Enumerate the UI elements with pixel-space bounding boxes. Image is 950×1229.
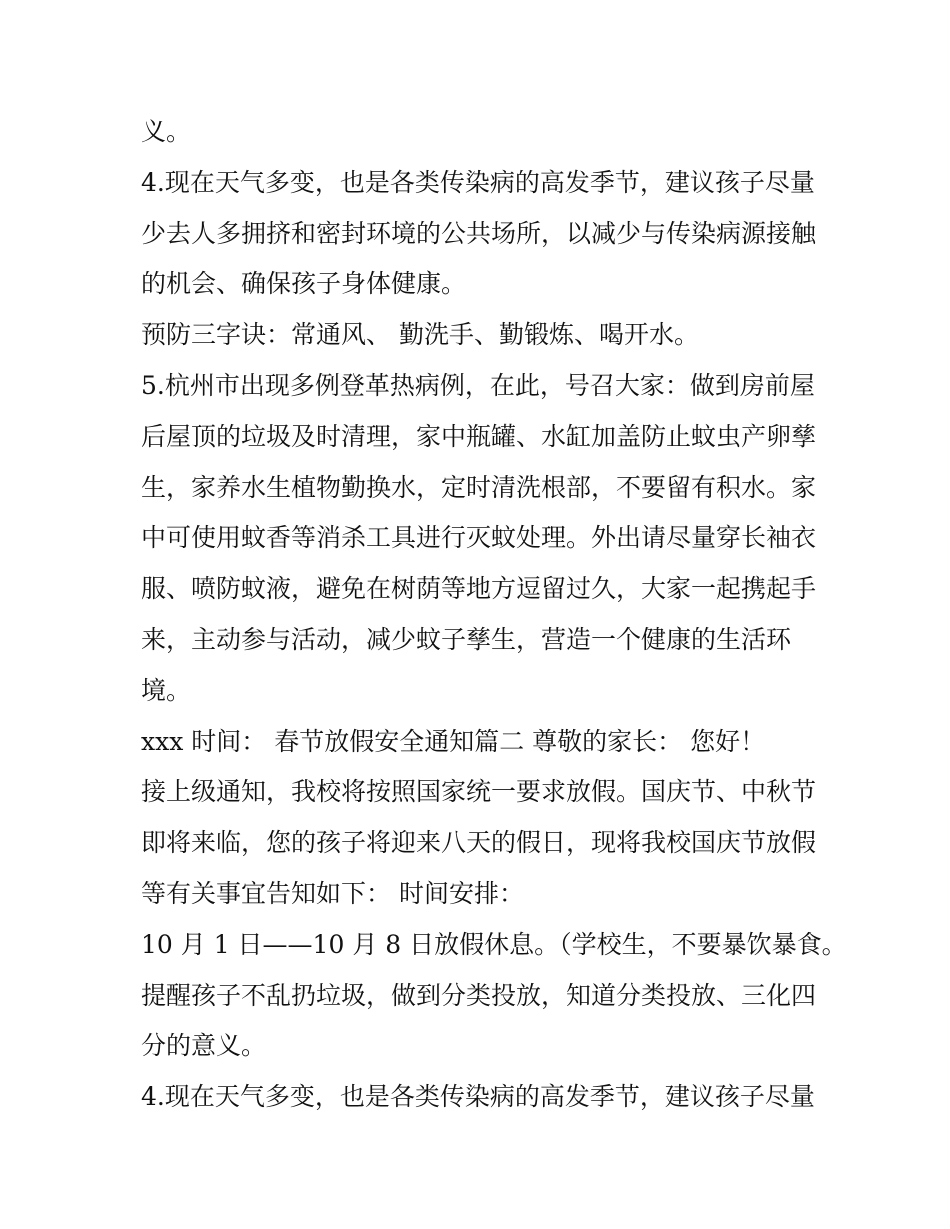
text-line: 的机会、确保孩子身体健康。: [141, 269, 467, 299]
text-line: 中可使用蚊香等消杀工具进行灭蚊处理。外出请尽量穿长袖衣: [141, 523, 817, 553]
text-line: 义。: [141, 117, 192, 146]
text-line: 预防三字诀：常通风、 勤洗手、勤锻炼、喝开水。: [141, 320, 699, 350]
text-line: 接上级通知，我校将按照国家统一要求放假。国庆节、中秋节: [141, 777, 817, 807]
text-line: 后屋顶的垃圾及时清理，家中瓶罐、水缸加盖防止蚊虫产卵孳: [141, 421, 817, 451]
text-line: 生，家养水生植物勤换水，定时清洗根部，不要留有积水。家: [141, 472, 817, 502]
text-line: 5.杭州市出现多例登革热病例，在此，号召大家：做到房前屋: [141, 370, 815, 400]
text-line: 4.现在天气多变，也是各类传染病的高发季节，建议孩子尽量: [141, 1082, 815, 1112]
text-line: 4.现在天气多变，也是各类传染病的高发季节，建议孩子尽量: [141, 167, 815, 197]
text-line: 10 月 1 日——10 月 8 日放假休息。（学校生，不要暴饮暴食。: [141, 929, 847, 959]
text-line: 来，主动参与活动，减少蚊子孳生，营造一个健康的生活环: [141, 624, 792, 654]
document-body: [141, 107, 847, 1123]
text-line: 少去人多拥挤和密封环境的公共场所，以减少与传染病源接触: [141, 218, 817, 248]
text-line: 境。: [141, 675, 192, 705]
text-line: 服、喷防蚊液，避免在树荫等地方逗留过久，大家一起携起手: [141, 574, 817, 604]
text-line: 分的意义。: [141, 1031, 267, 1061]
text-line: 等有关事宜告知如下： 时间安排：: [141, 878, 524, 908]
text-line: 提醒孩子不乱扔垃圾，做到分类投放，知道分类投放、三化四: [141, 980, 817, 1010]
text-line: xxx 时间： 春节放假安全通知篇二 尊敬的家长： 您好！: [141, 726, 766, 756]
text-line: 即将来临，您的孩子将迎来八天的假日，现将我校国庆节放假: [141, 828, 817, 858]
